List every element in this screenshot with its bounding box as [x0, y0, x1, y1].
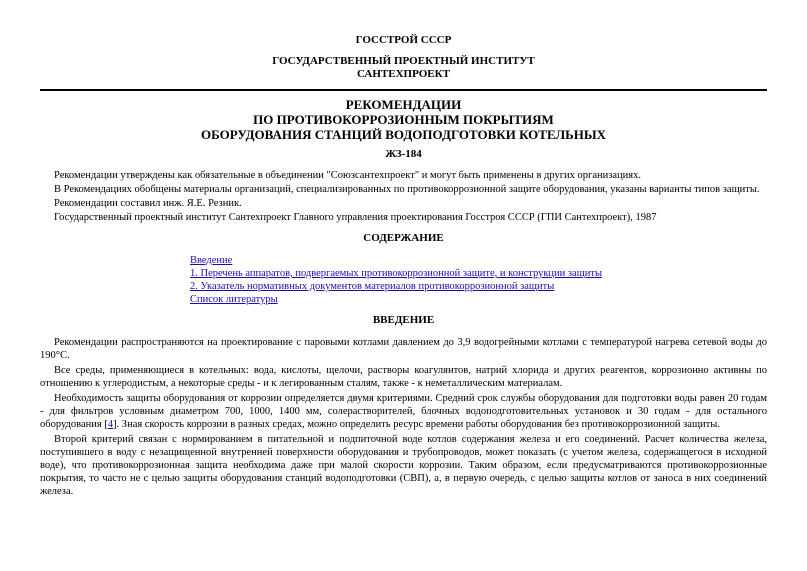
- doc-code: ЖЗ-184: [385, 148, 422, 160]
- intro-text: Необходимость защиты оборудования от коррозии определяется двумя критериями. Средний срок службы оборудования для подготовки воды равен 20 годам - для фильтров условным диаметром 700, 1000, 1400 мм, солерастворителей, блочных водоподготовительных установок и 30 годам - для остального оборудования [: [40, 393, 767, 430]
- contents-heading: СОДЕРЖАНИЕ: [363, 232, 444, 244]
- intro-text: ]. Зная скорость коррозии в разных средах, можно определить ресурс времени работы оборудования без противокоррозионной защиты.: [113, 419, 720, 430]
- org-line-gosstroy: ГОССТРОЙ СССР: [355, 34, 452, 46]
- toc-link-section-2[interactable]: 2. Указатель нормативных документов материалов противокоррозионной защиты: [190, 281, 555, 292]
- org-line-santekhproekt: САНТЕХПРОЕКТ: [357, 68, 450, 80]
- doc-title-line3: ОБОРУДОВАНИЯ СТАНЦИЙ ВОДОПОДГОТОВКИ КОТЕЛЬНЫХ: [201, 127, 606, 142]
- preface-paragraph: Рекомендации утверждены как обязательные в объединении "Союзсантехпроект" и могут быть применены в других организациях.: [54, 170, 641, 181]
- doc-title-line2: ПО ПРОТИВОКОРРОЗИОННЫМ ПОКРЫТИЯМ: [253, 112, 554, 127]
- toc-link-section-1[interactable]: 1. Перечень аппаратов, подвергаемых противокоррозионной защите, и конструкции защиты: [190, 268, 603, 279]
- toc-link-references[interactable]: Список литературы: [190, 294, 278, 305]
- introduction-body: [40, 336, 767, 498]
- intro-paragraph: Рекомендации распространяются на проектирование с паровыми котлами давлением до 3,9 водогрейными котлами с температурой нагрева сетевой воды до 190°С.: [40, 337, 767, 361]
- reference-link-4[interactable]: 4: [107, 419, 114, 430]
- org-line-institute: ГОСУДАРСТВЕННЫЙ ПРОЕКТНЫЙ ИНСТИТУТ: [272, 55, 535, 67]
- introduction-heading: ВВЕДЕНИЕ: [372, 314, 435, 326]
- header-divider: [40, 89, 767, 91]
- preface-paragraph: В Рекомендациях обобщены материалы организаций, специализированных по противокоррозионной защите оборудования, указаны варианты типов защиты.: [54, 184, 760, 195]
- intro-paragraph-criteria: [40, 392, 767, 431]
- intro-paragraph: Второй критерий связан с нормированием в питательной и подпиточной воде котлов содержания железа и его соединений. Расчет количества железа, поступившего в воду с незащищенной внутренней поверхности оборудования и трубопроводов, может показать (с учетом железа, содержащегося в исходной воде), что противокоррозионная защита необходима даже при малой скорости коррозии. Таким образом, если предусматриваются противокоррозионные покрытия, то часто не с целью защиты оборудования станций водоподготовки (СВП), а, в первую очередь, с целью защиты котлов от заноса в них соединений железа.: [40, 434, 767, 497]
- preface: [40, 169, 767, 224]
- intro-paragraph: Все среды, применяющиеся в котельных: вода, кислоты, щелочи, растворы коагулянтов, натрий хлорида и других реагентов, коррозионно активны по отношению к углеродистым, а некоторые среды - и к легированным сталям, также - к неметаллическим материалам.: [40, 365, 767, 389]
- preface-paragraph: Рекомендации составил инж. Я.Е. Резник.: [54, 198, 242, 209]
- doc-title-line1: РЕКОМЕНДАЦИИ: [345, 97, 462, 112]
- table-of-contents: [190, 254, 610, 306]
- toc-link-introduction[interactable]: Введение: [190, 255, 233, 266]
- preface-paragraph: Государственный проектный институт Сантехпроект Главного управления проектирования Госстроя СССР (ГПИ Сантехпроект), 1987: [54, 212, 657, 223]
